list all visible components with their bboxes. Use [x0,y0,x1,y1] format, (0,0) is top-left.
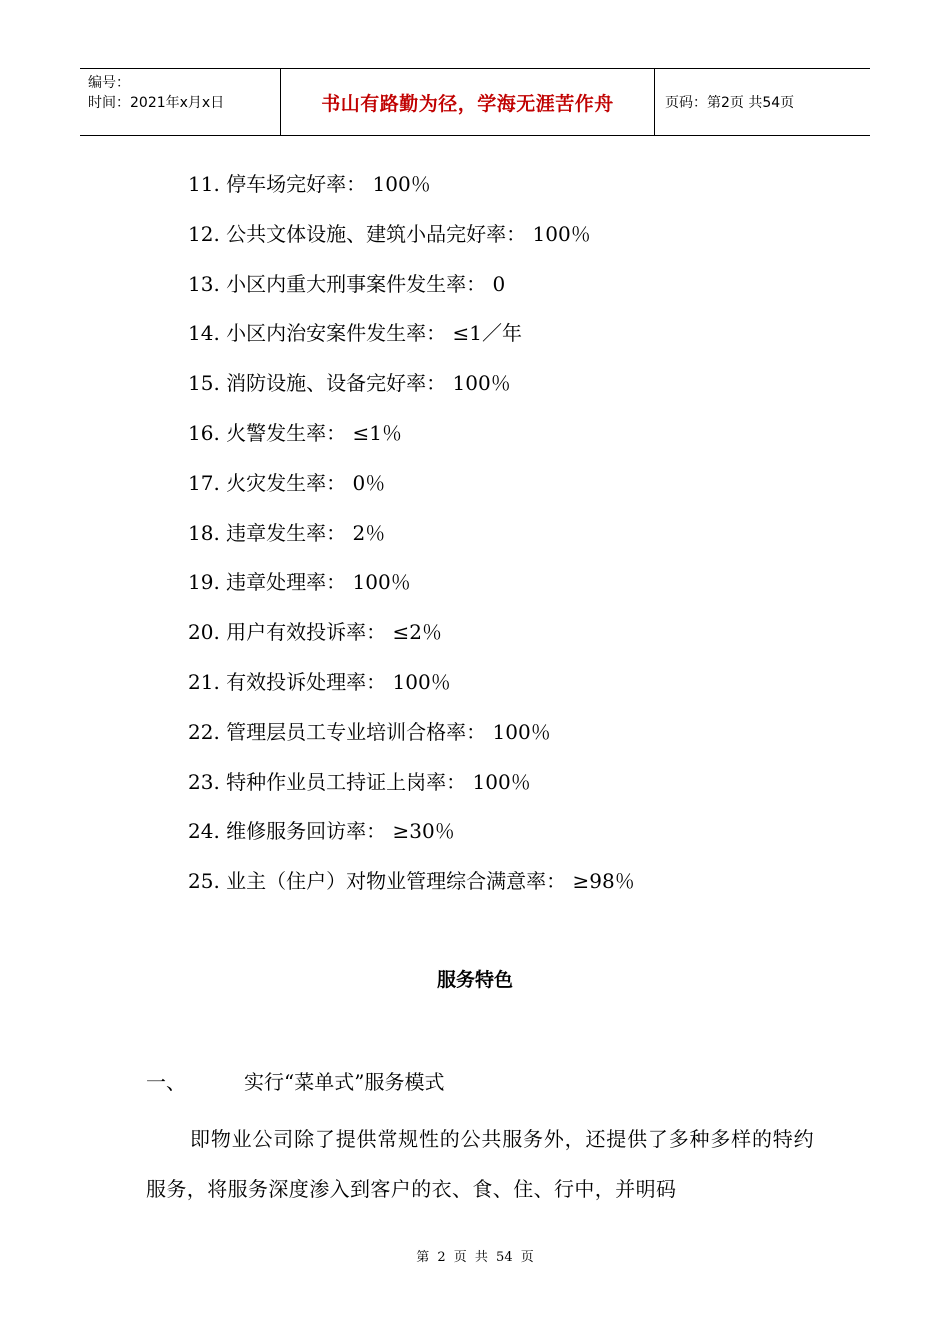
header-meta [80,69,281,135]
list-item: 18. 违章发生率： 2％ [188,520,386,545]
list-item: 17. 火灾发生率： 0％ [188,470,386,495]
list-item: 25. 业主（住户）对物业管理综合满意率： ≥98％ [188,869,635,894]
number-label: 编号： [88,75,130,91]
list-item: 23. 特种作业员工持证上岗率： 100％ [188,769,531,794]
header-page-info: 页码：第2页 共54页 [665,95,795,111]
heading-text: 实行“菜单式”服务模式 [244,1070,445,1094]
heading-one [146,1066,444,1098]
list-item: 15. 消防设施、设备完好率： 100％ [188,371,511,396]
section-title: 服务特色 [436,969,513,991]
list-item: 16. 火警发生率： ≤1％ [188,420,403,445]
header-motto: 书山有路勤为径，学海无涯苦作舟 [281,69,655,135]
list-item: 24. 维修服务回访率： ≥30％ [188,819,455,844]
indicator-list [188,168,635,915]
list-item: 19. 违章处理率： 100％ [188,570,411,595]
list-item: 14. 小区内治安案件发生率： ≤1／年 [188,321,523,346]
list-item: 13. 小区内重大刑事案件发生率： 0 [188,271,506,296]
time-label: 时间：2021年x月x日 [88,95,225,111]
list-item: 11. 停车场完好率： 100％ [188,172,431,196]
list-item: 20. 用户有效投诉率： ≤2％ [188,620,443,645]
page-footer: 第 2 页 共 54 页 [416,1250,534,1265]
list-item: 12. 公共文体设施、建筑小品完好率： 100％ [188,221,591,246]
heading-number: 一、 [146,1070,186,1094]
list-item: 21. 有效投诉处理率： 100％ [188,669,451,694]
list-item: 22. 管理层员工专业培训合格率： 100％ [188,719,551,744]
document-header [80,68,870,136]
body-paragraph: 即物业公司除了提供常规性的公共服务外，还提供了多种多样的特约服务，将服务深度渗入到客户的衣、食、住、行中，并明码 [146,1127,814,1201]
